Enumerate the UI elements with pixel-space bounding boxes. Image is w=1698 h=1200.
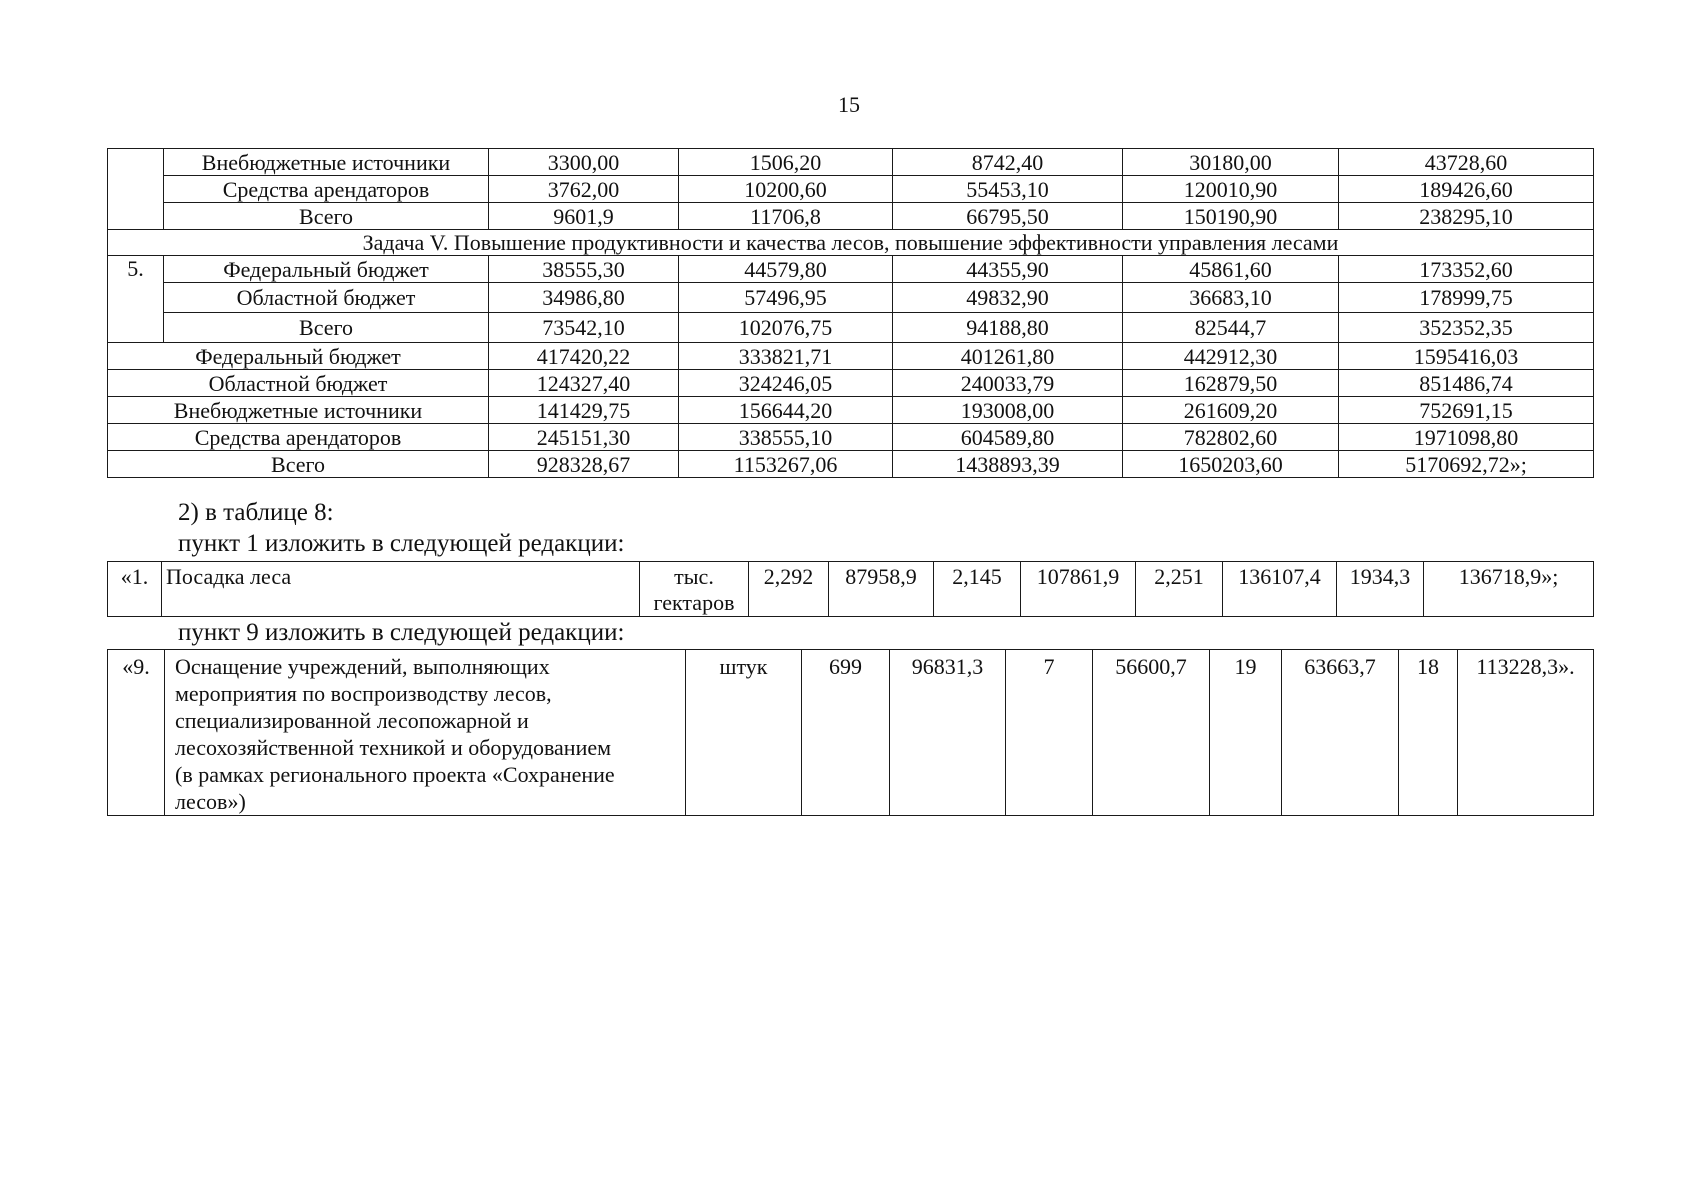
table-row xyxy=(108,451,1594,478)
value-cell: 102076,75 xyxy=(679,313,893,343)
paragraph-item1: пункт 1 изложить в следующей редакции: xyxy=(178,530,625,557)
item-unit-line2: гектаров xyxy=(653,590,735,615)
value-cell: 401261,80 xyxy=(893,343,1123,370)
value-cell: 5170692,72»; xyxy=(1339,451,1594,478)
item-name-line: (в рамках регионального проекта «Сохранение xyxy=(175,762,615,787)
table8-item1 xyxy=(107,561,1594,617)
source-label: Областной бюджет xyxy=(164,283,489,313)
item-number: «9. xyxy=(108,650,165,816)
value-cell: 45861,60 xyxy=(1123,256,1339,283)
value-cell: 8742,40 xyxy=(893,149,1123,176)
table-row xyxy=(108,283,1594,313)
value-cell: 3300,00 xyxy=(489,149,679,176)
value-cell: 1595416,03 xyxy=(1339,343,1594,370)
value-cell: 2,292 xyxy=(749,562,829,617)
item-number: «1. xyxy=(108,562,162,617)
value-cell: 699 xyxy=(802,650,890,816)
value-cell: 82544,7 xyxy=(1123,313,1339,343)
paragraph-table8: 2) в таблице 8: xyxy=(178,499,334,526)
value-cell: 49832,90 xyxy=(893,283,1123,313)
value-cell: 38555,30 xyxy=(489,256,679,283)
value-cell: 66795,50 xyxy=(893,203,1123,230)
row-number-cell xyxy=(108,149,164,230)
value-cell: 34986,80 xyxy=(489,283,679,313)
item-unit-line1: тыс. xyxy=(674,564,714,589)
value-cell: 338555,10 xyxy=(679,424,893,451)
value-cell: 1934,3 xyxy=(1337,562,1424,617)
value-cell: 136718,9»; xyxy=(1424,562,1594,617)
value-cell: 10200,60 xyxy=(679,176,893,203)
value-cell: 324246,05 xyxy=(679,370,893,397)
value-cell: 2,145 xyxy=(934,562,1021,617)
value-cell: 162879,50 xyxy=(1123,370,1339,397)
item-name-line: лесов») xyxy=(175,789,246,814)
value-cell: 150190,90 xyxy=(1123,203,1339,230)
value-cell: 43728,60 xyxy=(1339,149,1594,176)
item-name xyxy=(165,650,686,816)
page-number: 15 xyxy=(838,92,860,117)
value-cell: 11706,8 xyxy=(679,203,893,230)
value-cell: 55453,10 xyxy=(893,176,1123,203)
value-cell: 189426,60 xyxy=(1339,176,1594,203)
value-cell: 96831,3 xyxy=(890,650,1006,816)
source-label: Всего xyxy=(164,203,489,230)
total-source-label: Федеральный бюджет xyxy=(108,343,489,370)
table-row xyxy=(108,343,1594,370)
value-cell: 107861,9 xyxy=(1021,562,1136,617)
value-cell: 240033,79 xyxy=(893,370,1123,397)
source-label: Всего xyxy=(164,313,489,343)
table-row xyxy=(108,203,1594,230)
value-cell: 752691,15 xyxy=(1339,397,1594,424)
value-cell: 94188,80 xyxy=(893,313,1123,343)
value-cell: 238295,10 xyxy=(1339,203,1594,230)
value-cell: 173352,60 xyxy=(1339,256,1594,283)
task-heading: Задача V. Повышение продуктивности и качества лесов, повышение эффективности управления лесами xyxy=(108,230,1594,256)
value-cell: 7 xyxy=(1006,650,1093,816)
value-cell: 1153267,06 xyxy=(679,451,893,478)
value-cell: 442912,30 xyxy=(1123,343,1339,370)
value-cell: 36683,10 xyxy=(1123,283,1339,313)
value-cell: 604589,80 xyxy=(893,424,1123,451)
value-cell: 352352,35 xyxy=(1339,313,1594,343)
value-cell: 87958,9 xyxy=(829,562,934,617)
value-cell: 63663,7 xyxy=(1282,650,1399,816)
value-cell: 44355,90 xyxy=(893,256,1123,283)
value-cell: 44579,80 xyxy=(679,256,893,283)
value-cell: 782802,60 xyxy=(1123,424,1339,451)
paragraph-item9: пункт 9 изложить в следующей редакции: xyxy=(178,619,625,646)
row-number-cell: 5. xyxy=(108,256,164,343)
total-source-label: Внебюджетные источники xyxy=(108,397,489,424)
value-cell: 851486,74 xyxy=(1339,370,1594,397)
item-name-line: специализированной лесопожарной и xyxy=(175,708,529,733)
value-cell: 18 xyxy=(1399,650,1458,816)
value-cell: 261609,20 xyxy=(1123,397,1339,424)
value-cell: 30180,00 xyxy=(1123,149,1339,176)
value-cell: 1971098,80 xyxy=(1339,424,1594,451)
value-cell: 136107,4 xyxy=(1223,562,1337,617)
value-cell: 1506,20 xyxy=(679,149,893,176)
table-row xyxy=(108,149,1594,176)
table-row xyxy=(108,562,1594,617)
value-cell: 245151,30 xyxy=(489,424,679,451)
source-label: Средства арендаторов xyxy=(164,176,489,203)
item-name-line: Оснащение учреждений, выполняющих xyxy=(175,654,550,679)
item-name: Посадка леса xyxy=(162,562,640,617)
table-row xyxy=(108,650,1594,816)
value-cell: 193008,00 xyxy=(893,397,1123,424)
value-cell: 2,251 xyxy=(1136,562,1223,617)
value-cell: 1650203,60 xyxy=(1123,451,1339,478)
value-cell: 3762,00 xyxy=(489,176,679,203)
value-cell: 120010,90 xyxy=(1123,176,1339,203)
total-source-label: Областной бюджет xyxy=(108,370,489,397)
value-cell: 156644,20 xyxy=(679,397,893,424)
value-cell: 124327,40 xyxy=(489,370,679,397)
task-heading-row xyxy=(108,230,1594,256)
budget-table xyxy=(107,148,1594,478)
item-unit xyxy=(640,562,749,617)
value-cell: 9601,9 xyxy=(489,203,679,230)
source-label: Внебюджетные источники xyxy=(164,149,489,176)
value-cell: 333821,71 xyxy=(679,343,893,370)
table-row xyxy=(108,176,1594,203)
total-source-label: Средства арендаторов xyxy=(108,424,489,451)
table-row xyxy=(108,424,1594,451)
item-name-line: лесохозяйственной техникой и оборудованием xyxy=(175,735,612,760)
table-row xyxy=(108,397,1594,424)
value-cell: 113228,3». xyxy=(1458,650,1594,816)
table-row xyxy=(108,370,1594,397)
table8-item9 xyxy=(107,649,1594,816)
value-cell: 1438893,39 xyxy=(893,451,1123,478)
item-unit: штук xyxy=(686,650,802,816)
value-cell: 141429,75 xyxy=(489,397,679,424)
value-cell: 56600,7 xyxy=(1093,650,1210,816)
item-name-line: мероприятия по воспроизводству лесов, xyxy=(175,681,552,706)
value-cell: 19 xyxy=(1210,650,1282,816)
value-cell: 928328,67 xyxy=(489,451,679,478)
value-cell: 178999,75 xyxy=(1339,283,1594,313)
value-cell: 57496,95 xyxy=(679,283,893,313)
total-source-label: Всего xyxy=(108,451,489,478)
value-cell: 73542,10 xyxy=(489,313,679,343)
table-row xyxy=(108,256,1594,283)
value-cell: 417420,22 xyxy=(489,343,679,370)
source-label: Федеральный бюджет xyxy=(164,256,489,283)
table-row xyxy=(108,313,1594,343)
